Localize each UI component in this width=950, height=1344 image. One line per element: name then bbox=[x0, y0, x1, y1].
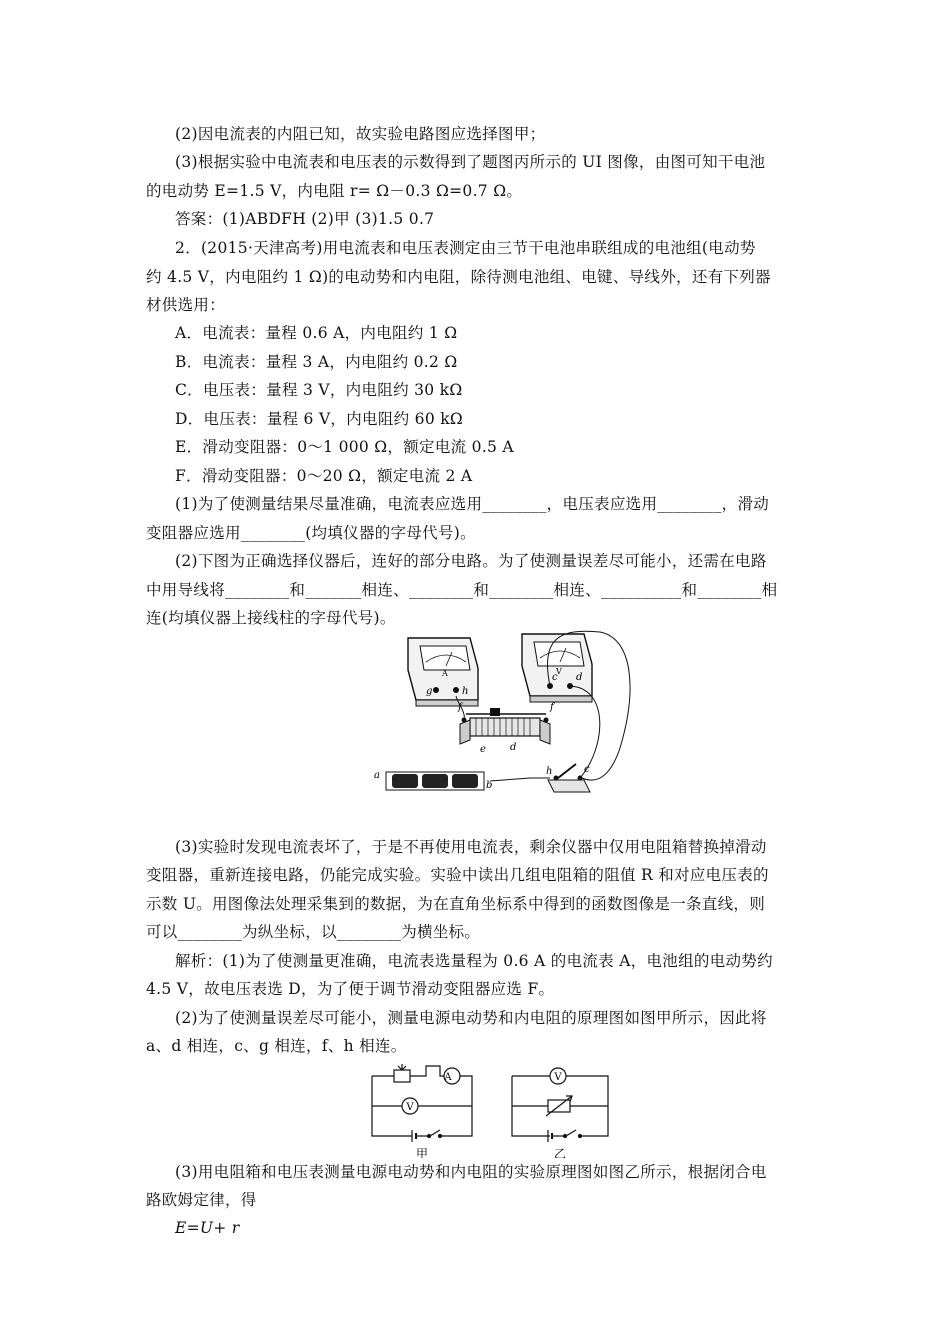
text-line: (1)为了使测量结果尽量准确，电流表应选用________，电压表应选用________，滑动 bbox=[175, 495, 770, 513]
ammeter-symbol: A bbox=[442, 669, 448, 678]
circuit-diagrams bbox=[360, 1058, 630, 1158]
rheostat-device bbox=[457, 702, 556, 755]
text-line: 4.5 V，故电压表选 D，为了便于调节滑动变阻器应选 F。 bbox=[146, 980, 555, 998]
text-line: 的电动势 E=1.5 V，内电阻 r= Ω－0.3 Ω=0.7 Ω。 bbox=[146, 182, 523, 200]
terminal-b-label: b bbox=[486, 780, 493, 791]
formula-line: E=U+ r bbox=[175, 1219, 240, 1237]
terminal-e-label: e bbox=[480, 744, 486, 755]
terminal-d-rheostat-label: d bbox=[510, 742, 517, 753]
terminal-f-right-label: f bbox=[550, 702, 554, 713]
text-line: 答案：(1)ABDFH (2)甲 (3)1.5 0.7 bbox=[175, 210, 435, 228]
option-e: E．滑动变阻器：0～1 000 Ω，额定电流 0.5 A bbox=[175, 438, 514, 456]
text-line: 约 4.5 V，内电阻约 1 Ω)的电动势和内电阻，除待测电池组、电键、导线外，还有下列器 bbox=[146, 268, 771, 286]
yi-voltmeter-symbol: V bbox=[554, 1072, 562, 1083]
terminal-h-label: h bbox=[462, 686, 469, 697]
text-line: 变阻器应选用________(均填仪器的字母代号)。 bbox=[146, 524, 476, 542]
battery-pack bbox=[374, 770, 492, 791]
text-line: 2．(2015·天津高考)用电流表和电压表测定由三节干电池串联组成的电池组(电动势 bbox=[175, 239, 756, 257]
voltmeter-device bbox=[522, 634, 592, 702]
option-a: A．电流表：量程 0.6 A，内电阻约 1 Ω bbox=[175, 324, 458, 342]
voltmeter-symbol: V bbox=[556, 667, 562, 676]
option-d: D．电压表：量程 6 V，内电阻约 60 kΩ bbox=[175, 410, 464, 428]
text-line: 材供选用： bbox=[146, 296, 226, 314]
option-c: C．电压表：量程 3 V，内电阻约 30 kΩ bbox=[175, 381, 463, 399]
text-line: (3)根据实验中电流表和电压表的示数得到了题图丙所示的 UI 图像，由图可知干电池 bbox=[175, 153, 766, 171]
text-line: a、d 相连，c、g 相连，f、h 相连。 bbox=[146, 1037, 407, 1055]
ammeter-device bbox=[408, 638, 478, 706]
text-line: 可以________为纵坐标，以________为横坐标。 bbox=[146, 923, 481, 941]
text-line: 变阻器，重新连接电路，仍能完成实验。实验中读出几组电阻箱的阻值 R 和对应电压表的 bbox=[146, 866, 769, 884]
terminal-g-label: g bbox=[426, 686, 433, 697]
text-line: 中用导线将________和_______相连、________和________相连、__________和________相 bbox=[146, 581, 778, 599]
text-line: (2)下图为正确选择仪器后，连好的部分电路。为了使测量误差尽可能小，还需在电路 bbox=[175, 552, 767, 570]
terminal-a-label: a bbox=[374, 770, 380, 781]
text-line: (3)实验时发现电流表坏了，于是不再使用电流表，剩余仪器中仅用电阻箱替换掉滑动 bbox=[175, 838, 767, 856]
text-line: (2)因电流表的内阻已知，故实验电路图应选择图甲； bbox=[175, 125, 546, 143]
jia-ammeter-symbol: A bbox=[444, 1072, 452, 1083]
option-f: F．滑动变阻器：0～20 Ω，额定电流 2 A bbox=[175, 467, 473, 485]
terminal-d-label: d bbox=[576, 672, 583, 683]
jia-voltmeter-symbol: V bbox=[406, 1102, 414, 1113]
switch-device bbox=[546, 764, 590, 792]
terminal-h-switch-label: h bbox=[546, 766, 553, 777]
option-b: B．电流表：量程 3 A，内电阻约 0.2 Ω bbox=[175, 353, 458, 371]
circuit-jia bbox=[372, 1064, 472, 1142]
text-line: 解析：(1)为了使测量更准确，电流表选量程为 0.6 A 的电流表 A，电池组的电动势约 bbox=[175, 952, 773, 970]
text-line: 路欧姆定律，得 bbox=[146, 1191, 257, 1209]
text-line: (3)用电阻箱和电压表测量电源电动势和内电阻的实验原理图如图乙所示，根据闭合电 bbox=[175, 1163, 767, 1181]
terminal-c-label: c bbox=[552, 672, 558, 683]
text-line: 连(均填仪器上接线柱的字母代号)。 bbox=[146, 609, 396, 627]
yi-caption: 乙 bbox=[553, 1147, 567, 1158]
text-line: (2)为了使测量误差尽可能小，测量电源电动势和内电阻的原理图如图甲所示，因此将 bbox=[175, 1009, 767, 1027]
apparatus-figure bbox=[370, 628, 640, 828]
jia-caption: 甲 bbox=[415, 1147, 429, 1158]
terminal-c-switch-label: c bbox=[584, 764, 590, 775]
text-line: 示数 U。用图像法处理采集到的数据，为在直角坐标系中得到的函数图像是一条直线，则 bbox=[146, 895, 765, 913]
terminal-f-left-label: f bbox=[458, 702, 462, 713]
